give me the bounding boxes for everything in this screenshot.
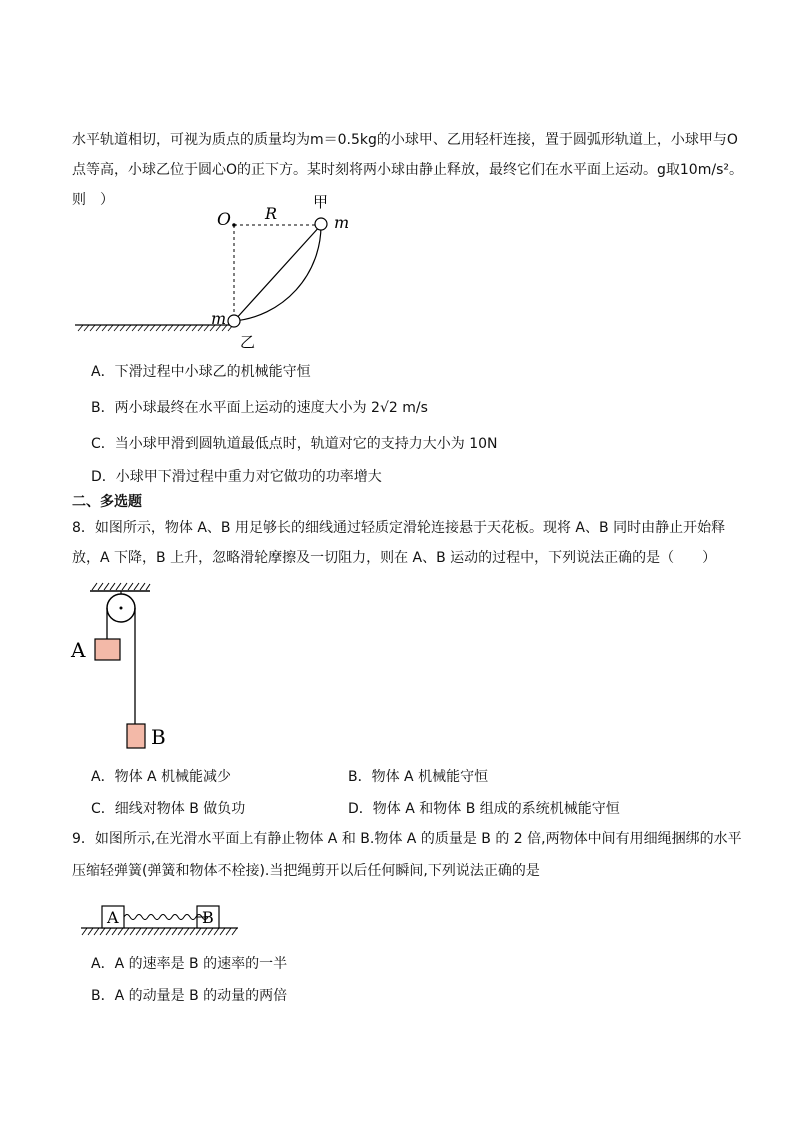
q7-option-c: C．当小球甲滑到圆轨道最低点时，轨道对它的支持力大小为 10N [91, 436, 498, 452]
label-m-bottom: m [211, 309, 227, 328]
center-point [232, 223, 236, 227]
ball-jia [315, 218, 327, 230]
section-title: 二、多选题 [72, 494, 142, 510]
label-O: O [217, 210, 231, 230]
q8-figure-pulley [68, 578, 188, 753]
q7-option-a: A．下滑过程中小球乙的机械能守恒 [91, 364, 311, 380]
q8-option-a: A．物体 A 机械能减少 [91, 769, 232, 785]
block-b [127, 724, 145, 748]
q7-option-b: B．两小球最终在水平面上运动的速度大小为 2√2 m/s [91, 400, 428, 416]
q7-stem-line3: 则 ） [72, 192, 114, 208]
q7-stem-line2: 点等高，小球乙位于圆心O的正下方。某时刻将两小球由静止释放，最终它们在水平面上运动。g取10m/s²。 [72, 162, 743, 178]
q7-figure-circular-track [70, 190, 370, 355]
label-a: A [107, 908, 119, 927]
label-b: B [202, 908, 214, 927]
q8-option-c: C．细线对物体 B 做负功 [91, 801, 246, 817]
ball-yi [228, 315, 240, 327]
q7-stem-line1: 水平轨道相切，可视为质点的质量均为m＝0.5kg的小球甲、乙用轻杆连接，置于圆弧形轨道上，小球甲与O [72, 132, 738, 148]
label-b: B [151, 725, 166, 749]
q9-option-a: A．A 的速率是 B 的速率的一半 [91, 956, 288, 972]
label-m-top: m [334, 213, 350, 232]
block-a [95, 639, 120, 660]
q9-option-b: B．A 的动量是 B 的动量的两倍 [91, 988, 288, 1004]
label-a: A [71, 638, 86, 662]
q9-figure-spring-blocks [76, 900, 246, 945]
label-R: R [265, 204, 278, 223]
q8-stem-line2: 放，A 下降，B 上升，忽略滑轮摩擦及一切阻力，则在 A、B 运动的过程中，下列说法正确的是（ ） [72, 550, 717, 566]
q8-stem-line1: 8．如图所示，物体 A、B 用足够长的细线通过轻质定滑轮连接悬于天花板。现将 A、B 同时由静止开始释 [72, 520, 726, 536]
q9-stem-line2: 压缩轻弹簧(弹簧和物体不栓接).当把绳剪开以后任何瞬间,下列说法正确的是 [72, 863, 540, 879]
q8-option-d: D．物体 A 和物体 B 组成的系统机械能守恒 [348, 801, 620, 817]
q7-option-d: D．小球甲下滑过程中重力对它做功的功率增大 [91, 469, 382, 485]
q9-stem-line1: 9．如图所示,在光滑水平面上有静止物体 A 和 B.物体 A 的质量是 B 的 2 倍,两物体中间有用细绳捆绑的水平 [72, 831, 742, 847]
label-jia: 甲 [313, 193, 329, 211]
label-yi: 乙 [240, 333, 256, 351]
q8-option-b: B．物体 A 机械能守恒 [348, 769, 489, 785]
spring [124, 915, 208, 920]
